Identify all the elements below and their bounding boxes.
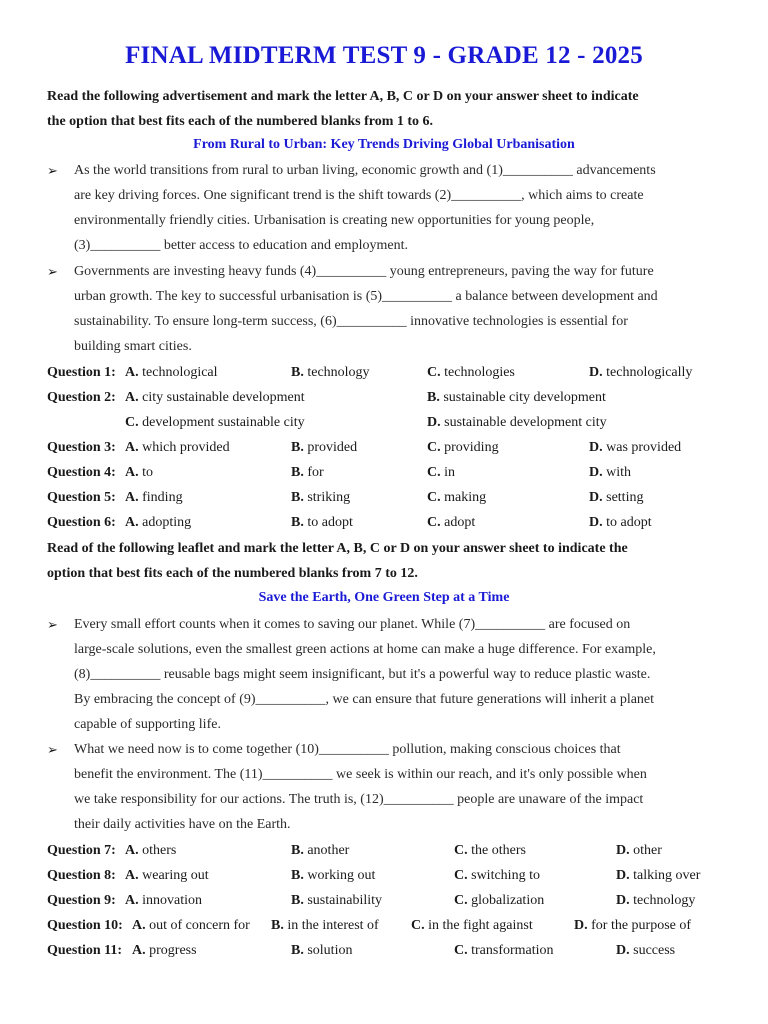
option-c[interactable] xyxy=(427,435,499,460)
option-letter: A. xyxy=(132,918,146,933)
option-text: in the fight against xyxy=(428,918,533,933)
option-letter: A. xyxy=(125,440,139,455)
option-c[interactable] xyxy=(427,460,455,485)
option-d[interactable] xyxy=(589,460,631,485)
option-b[interactable] xyxy=(291,360,370,385)
option-text: with xyxy=(606,465,632,480)
option-letter: D. xyxy=(616,868,630,883)
paragraph-line: are key driving forces. One significant trend is the shift towards (2)__________, which aims to create xyxy=(74,188,644,203)
option-text: switching to xyxy=(471,868,540,883)
option-letter: C. xyxy=(427,365,441,380)
paragraph-line: (3)__________ better access to education and employment. xyxy=(74,238,408,253)
option-b[interactable] xyxy=(291,510,353,535)
option-text: talking over xyxy=(633,868,701,883)
page-title: FINAL MIDTERM TEST 9 - GRADE 12 - 2025 xyxy=(125,42,643,69)
question-label: Question 1: xyxy=(47,365,116,380)
option-text: to adopt xyxy=(307,515,353,530)
section2-instruction-line1: Read of the following leaflet and mark the letter A, B, C or D on your answer sheet to indicate the xyxy=(47,541,628,556)
option-b[interactable] xyxy=(291,485,350,510)
option-a[interactable] xyxy=(132,913,250,938)
option-text: technological xyxy=(142,365,218,380)
question-label: Question 3: xyxy=(47,440,116,455)
paragraph-line: capable of supporting life. xyxy=(74,717,221,732)
option-text: sustainability xyxy=(307,893,383,908)
option-text: other xyxy=(633,843,662,858)
option-letter: B. xyxy=(427,390,440,405)
option-letter: A. xyxy=(125,515,139,530)
option-text: striking xyxy=(307,490,351,505)
option-a[interactable] xyxy=(125,510,191,535)
option-text: technology xyxy=(307,365,370,380)
section1-instruction-line1: Read the following advertisement and mark the letter A, B, C or D on your answer sheet to indicate xyxy=(47,89,639,104)
section1-heading: From Rural to Urban: Key Trends Driving Global Urbanisation xyxy=(193,137,575,152)
option-text: out of concern for xyxy=(149,918,250,933)
option-text: progress xyxy=(149,943,197,958)
paragraph-line: their daily activities have on the Earth. xyxy=(74,817,291,832)
option-text: globalization xyxy=(471,893,545,908)
option-text: for xyxy=(307,465,324,480)
option-text: development sustainable city xyxy=(142,415,305,430)
option-letter: D. xyxy=(616,893,630,908)
option-text: others xyxy=(142,843,177,858)
paragraph-line: By embracing the concept of (9)__________, we can ensure that future generations will inherit a planet xyxy=(74,692,655,707)
option-d[interactable] xyxy=(589,360,692,385)
option-b[interactable] xyxy=(291,938,352,963)
option-letter: A. xyxy=(125,843,139,858)
question-6 xyxy=(47,510,747,535)
option-text: finding xyxy=(142,490,183,505)
option-a[interactable] xyxy=(125,360,218,385)
option-text: technology xyxy=(633,893,696,908)
option-d[interactable] xyxy=(589,435,681,460)
option-letter: B. xyxy=(271,918,284,933)
option-letter: D. xyxy=(427,415,441,430)
option-letter: D. xyxy=(589,515,603,530)
option-letter: B. xyxy=(291,465,304,480)
arrow-bullet-icon: ➢ xyxy=(47,264,58,279)
option-text: technologies xyxy=(444,365,515,380)
option-text: wearing out xyxy=(142,868,209,883)
option-b[interactable] xyxy=(291,863,375,888)
option-letter: B. xyxy=(291,943,304,958)
option-text: sustainable development city xyxy=(444,415,607,430)
option-c[interactable] xyxy=(454,888,544,913)
option-letter: A. xyxy=(125,868,139,883)
option-letter: C. xyxy=(411,918,425,933)
option-text: for the purpose of xyxy=(591,918,692,933)
option-letter: A. xyxy=(125,365,139,380)
option-letter: B. xyxy=(291,365,304,380)
option-c[interactable] xyxy=(125,410,305,435)
option-text: another xyxy=(307,843,350,858)
option-text: innovation xyxy=(142,893,203,908)
option-text: transformation xyxy=(471,943,554,958)
option-letter: A. xyxy=(125,893,139,908)
option-d[interactable] xyxy=(616,888,695,913)
question-label: Question 6: xyxy=(47,515,116,530)
question-7 xyxy=(47,838,747,863)
section2-instruction-line2: option that best fits each of the numbered blanks from 7 to 12. xyxy=(47,566,418,581)
option-a[interactable] xyxy=(132,938,197,963)
question-10 xyxy=(47,913,747,938)
option-d[interactable] xyxy=(616,838,662,863)
option-letter: D. xyxy=(589,365,603,380)
option-text: was provided xyxy=(606,440,682,455)
question-4 xyxy=(47,460,747,485)
option-letter: A. xyxy=(125,390,139,405)
option-letter: C. xyxy=(427,490,441,505)
question-2 xyxy=(47,385,747,410)
option-letter: D. xyxy=(616,843,630,858)
option-text: in the interest of xyxy=(287,918,379,933)
option-letter: B. xyxy=(291,868,304,883)
option-a[interactable] xyxy=(125,888,202,913)
option-letter: C. xyxy=(427,515,441,530)
option-letter: B. xyxy=(291,893,304,908)
paragraph-line: Every small effort counts when it comes to saving our planet. While (7)__________ are focused on xyxy=(74,617,631,632)
option-letter: D. xyxy=(589,465,603,480)
arrow-bullet-icon: ➢ xyxy=(47,163,58,178)
option-d[interactable] xyxy=(574,913,691,938)
paragraph-line: As the world transitions from rural to urban living, economic growth and (1)__________ advancements xyxy=(74,163,656,178)
option-c[interactable] xyxy=(411,913,533,938)
option-a[interactable] xyxy=(125,460,153,485)
option-letter: C. xyxy=(454,868,468,883)
option-a[interactable] xyxy=(125,863,209,888)
option-letter: B. xyxy=(291,515,304,530)
option-b[interactable] xyxy=(427,385,606,410)
option-b[interactable] xyxy=(291,460,324,485)
option-text: adopting xyxy=(142,515,192,530)
option-text: to adopt xyxy=(606,515,652,530)
option-text: in xyxy=(444,465,456,480)
option-letter: C. xyxy=(125,415,139,430)
question-label: Question 8: xyxy=(47,868,116,883)
option-c[interactable] xyxy=(427,360,515,385)
option-text: to xyxy=(142,465,154,480)
paragraph-line: What we need now is to come together (10)__________ pollution, making conscious choices that xyxy=(74,742,621,757)
option-text: providing xyxy=(444,440,499,455)
option-text: adopt xyxy=(444,515,476,530)
paragraph-line: benefit the environment. The (11)__________ we seek is within our reach, and it's only possible when xyxy=(74,767,647,782)
option-b[interactable] xyxy=(291,888,382,913)
option-c[interactable] xyxy=(427,510,475,535)
option-text: provided xyxy=(307,440,358,455)
option-c[interactable] xyxy=(454,938,554,963)
option-letter: B. xyxy=(291,440,304,455)
option-letter: C. xyxy=(454,843,468,858)
option-a[interactable] xyxy=(125,485,183,510)
question-label: Question 4: xyxy=(47,465,116,480)
option-text: working out xyxy=(307,868,376,883)
paragraph-line: sustainability. To ensure long-term success, (6)__________ innovative technologies is essential for xyxy=(74,314,628,329)
option-letter: B. xyxy=(291,843,304,858)
option-text: which provided xyxy=(142,440,230,455)
option-c[interactable] xyxy=(454,863,540,888)
option-text: the others xyxy=(471,843,526,858)
paragraph-line: (8)__________ reusable bags might seem insignificant, but it's a powerful way to reduce plastic waste. xyxy=(74,667,651,682)
option-letter: D. xyxy=(574,918,588,933)
question-11 xyxy=(47,938,747,963)
option-text: technologically xyxy=(606,365,693,380)
question-5 xyxy=(47,485,747,510)
question-label: Question 9: xyxy=(47,893,116,908)
option-text: setting xyxy=(606,490,644,505)
arrow-bullet-icon: ➢ xyxy=(47,742,58,757)
option-letter: C. xyxy=(427,465,441,480)
option-d[interactable] xyxy=(589,485,643,510)
question-3 xyxy=(47,435,747,460)
question-label: Question 11: xyxy=(47,943,123,958)
option-d[interactable] xyxy=(589,510,652,535)
option-letter: B. xyxy=(291,490,304,505)
option-a[interactable] xyxy=(125,838,176,863)
section2-heading: Save the Earth, One Green Step at a Time xyxy=(258,590,510,605)
paragraph-line: building smart cities. xyxy=(74,339,192,354)
option-b[interactable] xyxy=(291,435,357,460)
option-letter: A. xyxy=(125,490,139,505)
question-9 xyxy=(47,888,747,913)
option-d[interactable] xyxy=(427,410,607,435)
question-label: Question 2: xyxy=(47,390,116,405)
option-letter: D. xyxy=(589,440,603,455)
question-label: Question 7: xyxy=(47,843,116,858)
paragraph-line: large-scale solutions, even the smallest green actions at home can make a huge difference. For example, xyxy=(74,642,656,657)
question-8 xyxy=(47,863,747,888)
option-b[interactable] xyxy=(271,913,379,938)
option-letter: A. xyxy=(132,943,146,958)
option-a[interactable] xyxy=(125,435,230,460)
section2-instruction xyxy=(47,536,737,586)
option-a[interactable] xyxy=(125,385,305,410)
question-label: Question 5: xyxy=(47,490,116,505)
option-text: sustainable city development xyxy=(443,390,606,405)
option-d[interactable] xyxy=(616,938,675,963)
paragraph-line: urban growth. The key to successful urbanisation is (5)__________ a balance between development and xyxy=(74,289,658,304)
arrow-bullet-icon: ➢ xyxy=(47,617,58,632)
option-letter: C. xyxy=(427,440,441,455)
section1-instruction-line2: the option that best fits each of the numbered blanks from 1 to 6. xyxy=(47,114,434,129)
question-label: Question 10: xyxy=(47,918,123,933)
paragraph-line: environmentally friendly cities. Urbanisation is creating new opportunities for young people, xyxy=(74,213,595,228)
option-letter: A. xyxy=(125,465,139,480)
paragraph-line: we take responsibility for our actions. The truth is, (12)__________ people are unaware of the impact xyxy=(74,792,644,807)
option-letter: C. xyxy=(454,893,468,908)
paragraph-line: Governments are investing heavy funds (4)__________ young entrepreneurs, paving the way for future xyxy=(74,264,654,279)
option-b[interactable] xyxy=(291,838,349,863)
option-text: making xyxy=(444,490,487,505)
option-letter: D. xyxy=(616,943,630,958)
option-text: city sustainable development xyxy=(142,390,305,405)
option-d[interactable] xyxy=(616,863,700,888)
option-letter: C. xyxy=(454,943,468,958)
option-text: success xyxy=(633,943,676,958)
question-1 xyxy=(47,360,747,385)
section1-instruction xyxy=(47,84,737,134)
option-c[interactable] xyxy=(454,838,526,863)
question-2-row2 xyxy=(47,410,747,435)
option-c[interactable] xyxy=(427,485,486,510)
option-letter: D. xyxy=(589,490,603,505)
option-text: solution xyxy=(307,943,353,958)
